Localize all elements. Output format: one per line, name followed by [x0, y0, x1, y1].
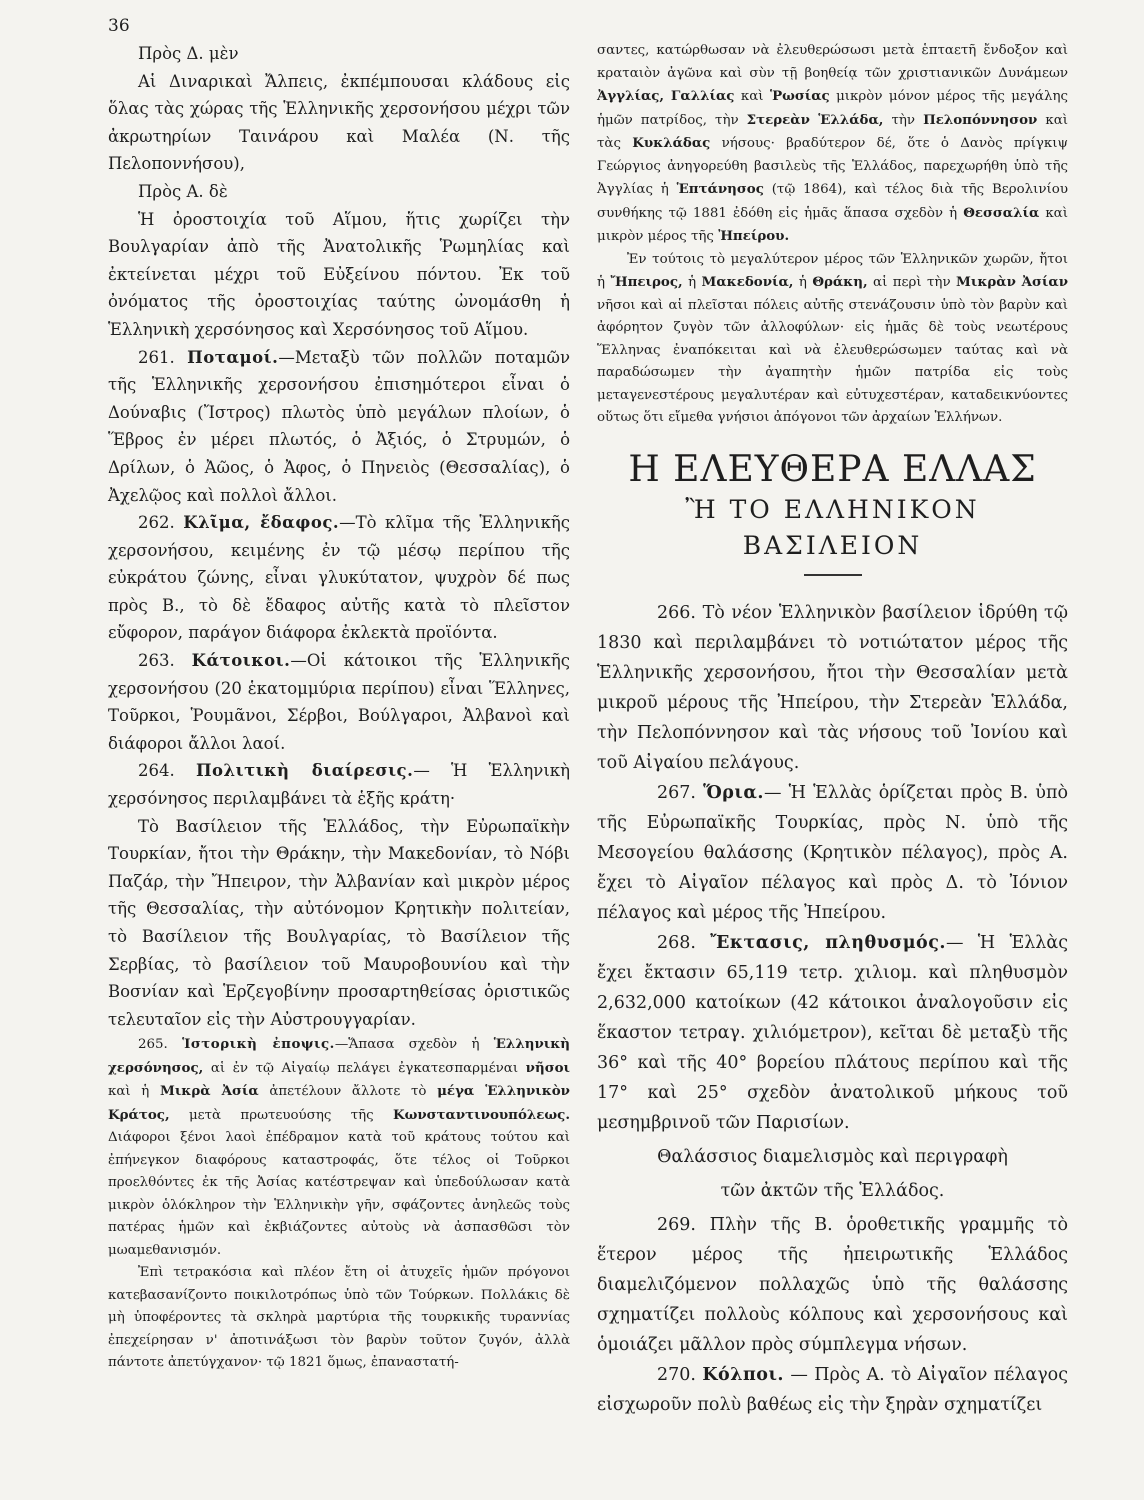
text: (τῷ 1864), καὶ τέλος διὰ τῆς Βερολινίου συνθήκης τῷ 1881 ἐδόθη εἰς ἡμᾶς ἅπασα σχεδὸν ἡ	[597, 182, 1068, 221]
bold-term: Πελοπόννησον	[923, 111, 1038, 128]
section-text: Τὸ νέον Ἑλληνικὸν βασίλειον ἱδρύθη τῷ 1830 καὶ περιλαμβάνει τὸ νοτιώτατον μέρος τῆς Ἑλληνικῆς χερσονήσου, ἤτοι τὴν Θεσσαλίαν μετὰ μικροῦ μέρους τῆς Ἠπείρου, τὴν Στερεὰν Ἑλλάδα, τὴν Πελοπόννησον καὶ τὰς νήσους τοῦ Ἰονίου καὶ τοῦ Αἰγαίου πελάγους.	[597, 602, 1068, 773]
text: ἀπετέλουν ἄλλοτε τὸ	[269, 1084, 427, 1100]
page-number: 36	[108, 16, 130, 36]
section-269	[597, 1210, 1068, 1360]
section-263	[108, 647, 570, 757]
section-heading: Πολιτικὴ διαίρεσις.	[195, 761, 414, 781]
paragraph	[597, 40, 1068, 249]
text: καὶ τὰς	[597, 112, 1069, 151]
small-print	[108, 1033, 570, 1375]
section-text: —Τὸ κλῖμα τῆς Ἑλληνικῆς χερσονήσου, κειμένης ἐν τῷ μέσῳ περίπου τῆς εὐκράτου ζώνης, εἶναι γλυκύτατον, ψυχρὸν δέ πως πρὸς Β., τὸ δὲ ἔδαφος αὐτῆς κατὰ τὸ πλεῖστον εὔφορον, παράγον διάφορα ἐκλεκτὰ προϊόντα.	[108, 513, 571, 643]
section-number: 269.	[657, 1214, 696, 1235]
text: ἡ	[798, 275, 807, 290]
text: σαντες, κατώρθωσαν νὰ ἐλευθερώσωσι μετὰ ἑπταετῆ ἔνδοξον καὶ κραταιὸν ἀγῶνα καὶ σὺν τῇ βοηθείᾳ τῶν χριστιανικῶν Δυνάμεων	[597, 43, 1068, 81]
section-text: — Ἡ Ἑλλὰς ἔχει ἔκτασιν 65,119 τετρ. χιλιομ. καὶ πληθυσμὸν 2,632,000 κατοίκων (42 κάτοικοι ἀναλογοῦσιν εἰς ἕκαστον τετραγ. χιλιόμετρον), κεῖται δὲ μεταξὺ τῆς 36° καὶ τῆς 40° βορείου πλάτους περίπου καὶ τῆς 17° καὶ 25° σχεδὸν ἀνατολικοῦ μήκους τοῦ μεσημβρινοῦ τῶν Παρισίων.	[597, 932, 1068, 1133]
section-267	[597, 778, 1068, 928]
large-print	[597, 598, 1068, 1420]
text: ἡ	[688, 275, 697, 290]
section-270	[597, 1360, 1068, 1420]
section-subheading: τῶν ἀκτῶν τῆς Ἑλλάδος.	[720, 1180, 945, 1201]
chapter-subtitle: Ἢ ΤΟ ΕΛΛΗΝΙΚΟΝ ΒΑΣΙΛΕΙΟΝ	[685, 494, 980, 560]
text: νῆσοι καὶ αἱ πλεῖσται πόλεις αὐτῆς στενάζουσιν ὑπὸ τὸν βαρὺν καὶ ἀφόρητον ζυγὸν τῶν ἀλλοφύλων· εἰς ἡμᾶς δὲ τοὺς νεωτέρους Ἕλληνας ἐναπόκειται καὶ νὰ ἐλευθερώσωμεν ταύτας καὶ νὰ παραδώσωμεν τὴν ἀγαπητὴν ἡμῶν πατρίδα εἰς τοὺς μεταγενεστέρους μεγαλυτέραν καὶ εὐτυχεστέραν, καταδεικνύοντες οὕτως ὅτι εἴμεθα γνήσιοι ἀπόγονοι τῶν ἀρχαίων Ἑλλήνων.	[597, 297, 1068, 425]
section-261	[108, 344, 570, 510]
section-text: —Οἱ κάτοικοι τῆς Ἑλληνικῆς χερσονήσου (20 ἑκατομμύρια περίπου) εἶναι Ἕλληνες, Τοῦρκοι, Ῥουμᾶνοι, Σέρβοι, Βούλγαροι, Ἀλβανοὶ καὶ διάφοροι ἄλλοι λαοί.	[108, 651, 570, 753]
section-heading: Κόλποι.	[702, 1364, 785, 1385]
paragraph: Πρὸς Δ. μὲν	[138, 44, 239, 63]
section-heading: Κλῖμα, ἔδαφος.	[183, 513, 340, 533]
paragraph: Τὸ Βασίλειον τῆς Ἑλλάδος, τὴν Εὐρωπαϊκὴν Τουρκίαν, ἤτοι τὴν Θράκην, τὴν Μακεδονίαν, τὸ Νόβι Παζάρ, τὴν Ἤπειρον, τὴν Ἀλβανίαν καὶ μικρὸν μέρος τῆς Θεσσαλίας, τὴν αὐτόνομον Κρητικὴν πολιτείαν, τὸ Βασίλειον τῆς Βουλγαρίας, τὸ Βασίλειον τῆς Σερβίας, τὸ βασίλειον τοῦ Μαυροβουνίου καὶ τὴν Βοσνίαν καὶ Ἑρζεγοβίνην προσαρτηθείσας ὁριστικῶς τελευταῖον εἰς τὴν Αὐστρουγγαρίαν.	[108, 816, 570, 1029]
section-number: 262.	[138, 513, 175, 533]
section-heading: Ἱστορικὴ ἐποψις.	[182, 1036, 335, 1053]
section-262	[108, 509, 570, 647]
section-heading: Ἔκτασις, πληθυσμός.	[710, 932, 946, 953]
section-number: 266.	[657, 602, 696, 623]
bold-term: Ἤπειρος,	[610, 274, 683, 290]
section-number: 270.	[657, 1364, 696, 1385]
text: Διάφοροι ξένοι λαοὶ ἐπέδραμον κατὰ τοῦ κράτους τούτου καὶ ἐπήνεγκον διαφόρους καταστροφάς, ὅτε τέλος οἱ Τοῦρκοι προελθόντες ἐκ τῆς Ἀσίας κατέστρεψαν καὶ ὑπεδούλωσαν κατὰ μικρὸν ὁλόκληρον τὴν Ἑλληνικὴν γῆν, σφάζοντες ἀνηλεῶς τοὺς πατέρας ἡμῶν καὶ ἐκβιάζοντες αὐτοὺς νὰ ἀσπασθῶσι τὸν μωαμεθανισμόν.	[108, 1130, 570, 1258]
section-number: 263.	[138, 651, 175, 671]
section-text: —Μεταξὺ τῶν πολλῶν ποταμῶν τῆς Ἑλληνικῆς χερσονήσου ἐπισημότεροι εἶναι ὁ Δούναβις (Ἴστρος) πλωτὸς ὑπὸ μεγάλων πλοίων, ὁ Ἕβρος ἐν μέρει πλωτός, ὁ Ἀξιός, ὁ Στρυμών, ὁ Δρίλων, ὁ Ἀῶος, ὁ Ἀφος, ὁ Πηνειὸς (Θεσσαλίας), ὁ Ἀχελῷος καὶ πολλοὶ ἄλλοι.	[108, 347, 570, 505]
divider	[804, 574, 862, 576]
left-column	[108, 40, 570, 1375]
right-column	[597, 40, 1068, 1420]
section-266	[597, 598, 1068, 778]
text: αἱ περὶ τὴν	[873, 275, 951, 290]
bold-term: Στερεὰν Ἑλλάδα,	[746, 111, 884, 128]
bold-term: Ῥωσίας	[769, 88, 830, 104]
bold-term: Μικρὰ Ἀσία	[160, 1083, 259, 1100]
bold-term: Ἑπτάνησος	[676, 181, 764, 197]
paragraph: Πρὸς Α. δὲ	[138, 181, 228, 201]
small-print	[597, 40, 1068, 430]
paragraph	[597, 249, 1068, 430]
section-heading: Ὅρια.	[703, 782, 764, 803]
text: Ἐν τούτοις τὸ μεγαλύτερον μέρος τῶν Ἑλληνικῶν χωρῶν, ἤτοι ἡ	[597, 251, 1068, 290]
text: καὶ μικρὸν μέρος τῆς	[597, 205, 1068, 244]
text: μικρὸν μόνον μέρος τῆς μεγάλης ἡμῶν πατρίδος, τὴν	[597, 89, 1068, 128]
paragraph: Αἱ Διναρικαὶ Ἄλπεις, ἐκπέμπουσαι κλάδους εἰς ὅλας τὰς χώρας τῆς Ἑλληνικῆς χερσονήσου μέχρι τῶν ἀκρωτηρίων Ταινάρου καὶ Μαλέα (Ν. τῆς Πελοποννήσου),	[108, 71, 570, 174]
text: —Ἅπασα σχεδὸν ἡ	[334, 1037, 480, 1053]
section-subheading: Θαλάσσιος διαμελισμὸς καὶ περιγραφὴ	[657, 1146, 1008, 1167]
section-heading: Ποταμοί.	[187, 347, 279, 367]
section-264	[108, 757, 570, 812]
section-number: 264.	[138, 761, 175, 781]
bold-term: Ἑλληνικὴ χερσόνησος,	[108, 1036, 570, 1076]
section-text: Πλὴν τῆς Β. ὁροθετικῆς γραμμῆς τὸ ἕτερον μέρος τῆς ἠπειρωτικῆς Ἑλλάδος διαμελιζόμενον πολλαχῶς ὑπὸ τῆς θαλάσσης σχηματίζει πολλοὺς κόλπους καὶ χερσονήσους καὶ ὁμοιάζει μᾶλλον πρὸς σύμπλεγμα νήσων.	[597, 1214, 1068, 1355]
section-text: — Ἡ Ἑλληνικὴ χερσόνησος περιλαμβάνει τὰ ἑξῆς κράτη·	[108, 761, 570, 809]
bold-term: Μακεδονία,	[701, 274, 794, 290]
text: μετὰ πρωτευούσης τῆς	[188, 1107, 374, 1123]
bold-term: Θεσσαλία	[963, 204, 1040, 221]
bold-term: Κωνσταντινουπόλεως.	[393, 1106, 570, 1123]
paragraph: Ἡ ὀροστοιχία τοῦ Αἵμου, ἥτις χωρίζει τὴν Βουλγαρίαν ἀπὸ τῆς Ἀνατολικῆς Ῥωμηλίας καὶ ἐκτείνεται μέχρι τοῦ Εὐξείνου πόντου. Ἐκ τοῦ ὀνόματος τῆς ὀροστοιχίας ταύτης ὠνομάσθη ἡ Ἑλληνικὴ χερσόνησος καὶ Χερσόνησος τοῦ Αἵμου.	[108, 209, 570, 339]
text: καὶ	[740, 89, 764, 104]
section-number: 261.	[138, 347, 175, 367]
section-268	[597, 928, 1068, 1138]
text: αἱ ἐν τῷ Αἰγαίῳ πελάγει ἐγκατεσπαρμέναι	[210, 1060, 519, 1076]
section-265	[108, 1033, 570, 1262]
paragraph: Ἐπὶ τετρακόσια καὶ πλέον ἔτη οἱ ἀτυχεῖς ἡμῶν πρόγονοι κατεβασανίζοντο ποικιλοτρόπως ὑπὸ τῶν Τούρκων. Πολλάκις δὲ μὴ ὑποφέροντες τὰ σκληρὰ μαρτύρια τῆς τουρκικῆς τυραννίας ἐπεχείρησαν ν' ἀποτινάξωσι τὸν βαρὺν τοῦτον ζυγόν, ἀλλὰ πάντοτε ἀπετύγχανον· τῷ 1821 ὅμως, ἐπαναστατή-	[108, 1265, 570, 1371]
bold-term: μέγα Ἑλληνικὸν Κράτος,	[108, 1083, 570, 1123]
bold-term: Κυκλάδας	[632, 135, 711, 151]
bold-term: Θράκη,	[812, 274, 868, 290]
bold-term: νῆσοι	[525, 1059, 570, 1076]
section-number: 268.	[657, 932, 696, 953]
section-number: 265.	[138, 1037, 168, 1053]
bold-term: Ἀγγλίας, Γαλλίας	[597, 88, 735, 104]
section-heading: Κάτοικοι.	[191, 651, 291, 671]
text: νήσους· βραδύτερον δέ, ὅτε ὁ Δανὸς πρίγκιψ Γεώργιος ἀνηγορεύθη βασιλεὺς τῆς Ἑλλάδος, παρεχωρήθη ὑπὸ τῆς Ἀγγλίας ἡ	[597, 136, 1068, 197]
bold-term: Ἠπείρου.	[718, 228, 790, 244]
section-number: 267.	[657, 782, 696, 803]
text: καὶ ἡ	[108, 1084, 150, 1100]
section-text: — Ἡ Ἑλλὰς ὁρίζεται πρὸς Β. ὑπὸ τῆς Εὐρωπαϊκῆς Τουρκίας, πρὸς Ν. ὑπὸ τῆς Μεσογείου θαλάσσης (Κρητικὸν πέλαγος), πρὸς Α. ἔχει τὸ Αἰγαῖον πέλαγος καὶ πρὸς Δ. τὸ Ἰόνιον πέλαγος καὶ μέρος τῆς Ἠπείρου.	[597, 782, 1068, 923]
section-text: — Πρὸς Α. τὸ Αἰγαῖον πέλαγος εἰσχωροῦν πολὺ βαθέως εἰς τὴν ξηρὰν σχηματίζει	[597, 1364, 1068, 1415]
text: τὴν	[891, 112, 916, 128]
bold-term: Μικρὰν Ἀσίαν	[956, 274, 1069, 290]
chapter-title: Η ΕΛΕΥΘΕΡΑ ΕΛΛΑΣ	[628, 448, 1037, 490]
